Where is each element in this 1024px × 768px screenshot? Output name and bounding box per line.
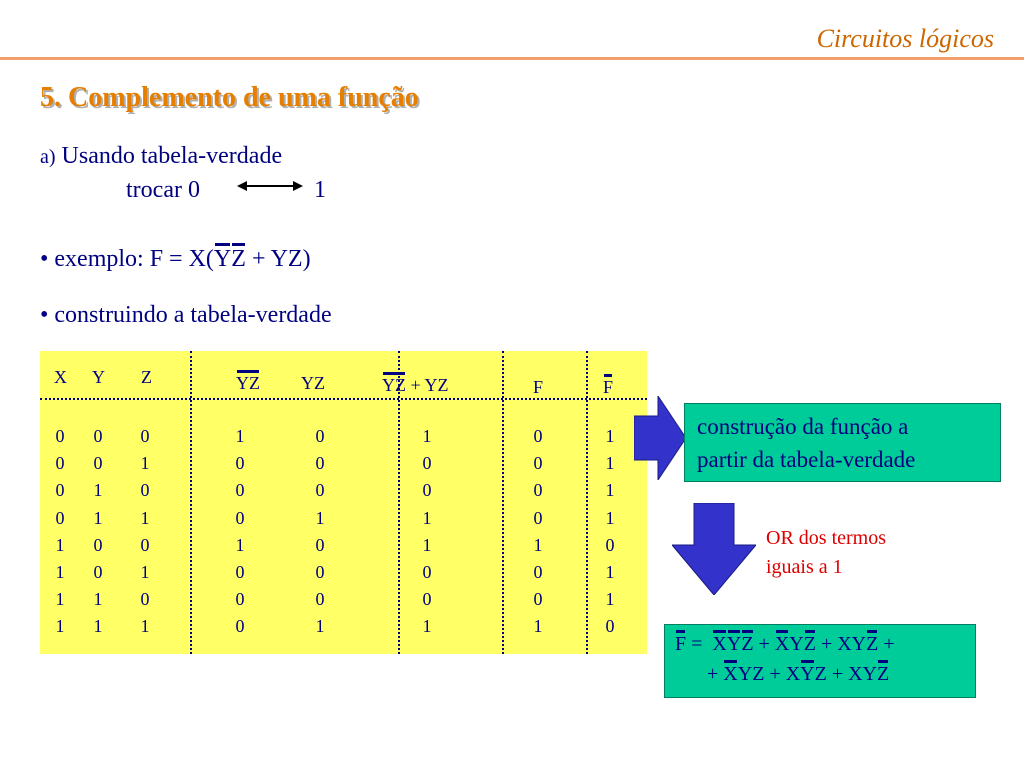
table-cell: 1 [315, 507, 325, 528]
header-sum [382, 375, 448, 396]
table-cell: 0 [235, 562, 245, 583]
minterm-literal: Z [814, 663, 827, 685]
table-cell: 0 [422, 480, 432, 501]
note-line1: OR dos termos [766, 527, 886, 549]
table-cell: 0 [235, 453, 245, 474]
table-cell: 1 [422, 616, 432, 637]
table-cell: 1 [605, 507, 615, 528]
table-cell: 1 [422, 534, 432, 555]
table-cell: 1 [55, 616, 65, 637]
subsection-label: a) [40, 146, 56, 168]
result-formula-box [664, 624, 976, 698]
table-cell: 1 [55, 589, 65, 610]
result-line1: F = XYZ + XYZ + XYZ + [675, 633, 895, 655]
column-x [50, 423, 70, 641]
table-cell: 1 [235, 534, 245, 555]
minterm [837, 633, 878, 655]
minterm-literal: Y [789, 633, 804, 655]
table-cell: 1 [55, 562, 65, 583]
header-fbar [603, 377, 613, 398]
note-line2: iguais a 1 [766, 556, 843, 578]
double-arrow-icon [237, 176, 303, 196]
header-z: Z [141, 367, 152, 387]
table-cell: 1 [605, 480, 615, 501]
function-box-line1: construção da função a [697, 414, 909, 439]
table-cell: 0 [55, 480, 65, 501]
header-divider [0, 57, 1024, 60]
minterm-literal: Y [862, 663, 877, 685]
minterm-literal: X [785, 663, 801, 685]
minterm-literal: X [723, 663, 738, 685]
table-cell: 1 [93, 507, 103, 528]
minterm [775, 633, 816, 655]
header-ybar-zbar [236, 373, 260, 394]
table-cell: 0 [235, 589, 245, 610]
table-divider [586, 351, 588, 654]
table-cell: 0 [140, 534, 150, 555]
column-z [135, 423, 155, 641]
table-cell: 0 [533, 453, 543, 474]
header-title: Circuitos lógicos [816, 24, 994, 53]
minterm-literal: Z [752, 663, 765, 685]
table-cell: 0 [605, 534, 615, 555]
table-cell: 0 [140, 426, 150, 446]
header-sum-left: YZ [382, 375, 406, 395]
swap-left: trocar 0 [126, 177, 200, 203]
example-suffix: + YZ) [245, 246, 311, 272]
table-cell: 0 [315, 453, 325, 474]
header-x: X [54, 367, 67, 387]
table-divider [398, 351, 400, 654]
arrow-right-icon [634, 396, 686, 480]
table-cell: 0 [93, 534, 103, 555]
table-cell: 1 [605, 589, 615, 610]
function-construction-box [684, 403, 1001, 482]
minterm-literal: Y [851, 633, 867, 655]
minterm-literal: X [837, 633, 852, 655]
header-ybar-zbar-label: YZ [236, 373, 260, 393]
table-cell: 0 [533, 562, 543, 583]
table-cell: 1 [422, 507, 432, 528]
table-cell: 0 [235, 616, 245, 637]
subsection-heading [40, 143, 282, 170]
header-y: Y [92, 367, 105, 387]
table-cell: 0 [55, 507, 65, 528]
table-divider [502, 351, 504, 654]
minterm-literal: Y [726, 633, 742, 655]
table-cell: 0 [55, 426, 65, 446]
table-header-divider [40, 398, 647, 400]
header-yz: YZ [301, 373, 325, 393]
header-fbar-label: F [603, 377, 614, 397]
header-f: F [533, 377, 544, 397]
table-cell: 1 [315, 616, 325, 637]
build-table-bullet: • construindo a tabela-verdade [40, 302, 332, 328]
header-sum-right: + YZ [406, 375, 449, 395]
table-divider [190, 351, 192, 654]
table-cell: 1 [93, 480, 103, 501]
minterm [848, 663, 889, 685]
table-cell: 1 [605, 562, 615, 583]
table-cell: 1 [533, 534, 543, 555]
table-cell: 0 [315, 589, 325, 610]
minterm-literal: Z [877, 663, 890, 685]
table-cell: 1 [533, 616, 543, 637]
result-line2: + XYZ + XYZ + XYZ [707, 663, 890, 685]
minterm-literal: Z [866, 633, 879, 655]
minterm-literal: Y [737, 663, 753, 685]
table-cell: 1 [93, 616, 103, 637]
table-cell: 1 [605, 453, 615, 474]
table-cell: 1 [422, 426, 432, 446]
subsection-text: Usando tabela-verdade [61, 143, 283, 169]
result-f-bar: F [675, 633, 687, 655]
minterm-literal: X [712, 633, 727, 655]
table-cell: 0 [315, 534, 325, 555]
table-cell: 1 [55, 534, 65, 555]
example-z-bar: Z [231, 246, 246, 272]
minterm [712, 633, 753, 655]
result-equals: = [686, 633, 703, 655]
table-cell: 0 [140, 480, 150, 501]
result-line1-tail: + [883, 633, 895, 655]
or-terms-note [766, 524, 886, 582]
table-cell: 0 [422, 589, 432, 610]
minterm-literal: X [848, 663, 863, 685]
truth-table [40, 351, 647, 654]
table-cell: 0 [315, 562, 325, 583]
table-cell: 0 [533, 589, 543, 610]
example-prefix: • exemplo: F = X( [40, 246, 214, 272]
swap-rule [126, 177, 346, 207]
minterm-literal: Z [741, 633, 754, 655]
table-cell: 0 [422, 562, 432, 583]
table-cell: 0 [93, 562, 103, 583]
column-sum [417, 423, 437, 641]
column-ybar-zbar [230, 423, 250, 641]
function-box-line2: partir da tabela-verdade [697, 447, 916, 472]
swap-right: 1 [314, 177, 326, 203]
table-cell: 1 [140, 562, 150, 583]
column-yz [310, 423, 330, 641]
table-cell: 1 [140, 616, 150, 637]
table-cell: 0 [235, 480, 245, 501]
table-cell: 0 [533, 507, 543, 528]
section-title: 5. Complemento de uma função [40, 82, 419, 113]
table-cell: 0 [533, 480, 543, 501]
result-line2-lead: + [707, 663, 719, 685]
column-y [88, 423, 108, 641]
table-cell: 0 [315, 426, 325, 446]
table-cell: 0 [533, 426, 543, 446]
table-cell: 0 [93, 453, 103, 474]
minterm [723, 663, 764, 685]
table-cell: 0 [605, 616, 615, 637]
minterm-literal: Z [803, 633, 816, 655]
table-cell: 1 [140, 507, 150, 528]
minterm-literal: X [774, 633, 790, 655]
minterm [786, 663, 827, 685]
table-cell: 0 [140, 589, 150, 610]
example-y-bar: Y [213, 246, 232, 272]
table-cell: 0 [55, 453, 65, 474]
table-cell: 1 [605, 426, 615, 446]
table-cell: 1 [235, 426, 245, 446]
table-cell: 0 [235, 507, 245, 528]
minterm-literal: Y [800, 663, 815, 685]
table-cell: 1 [93, 589, 103, 610]
example-bullet [40, 246, 311, 273]
table-cell: 0 [93, 426, 103, 446]
table-cell: 0 [422, 453, 432, 474]
arrow-down-icon [672, 503, 756, 595]
table-cell: 1 [140, 453, 150, 474]
table-cell: 0 [315, 480, 325, 501]
column-f [528, 423, 548, 641]
column-fbar [600, 423, 620, 641]
